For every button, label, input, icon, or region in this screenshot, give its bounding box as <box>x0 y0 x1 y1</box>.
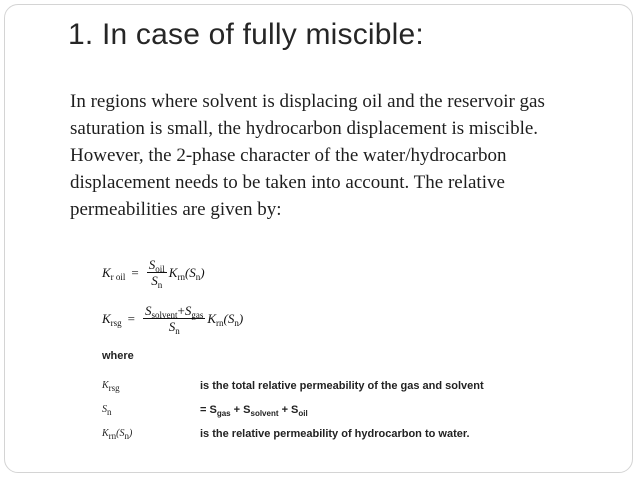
eq1-denominator: $S_n$ <box>151 273 163 290</box>
eq2-rhs: $K_{rn}(S_n)$ <box>207 310 244 328</box>
def2-symbol: $S_n$ <box>102 404 112 417</box>
eq1-numerator: $S_{oil}$ <box>148 257 165 274</box>
def1-text: is the total relative permeability of the gas and solvent <box>200 380 484 392</box>
eq2-numerator: $S_{solvent}+S_{gas}$ <box>145 303 204 320</box>
eq2-lhs: $K_{rsg}$ <box>102 310 122 328</box>
eq1-fraction <box>147 257 167 290</box>
eq1-lhs: $K_{r oil}$ <box>102 264 126 282</box>
slide-title: 1. In case of fully miscible: <box>68 18 424 51</box>
body-paragraph: In regions where solvent is displacing oil and the reservoir gas saturation is small, the hydrocarbon displacement is miscible. However, the 2-phase character of the water/hydrocarbon displacement needs to be taken into account. The relative permeabilities are given by: <box>70 91 545 220</box>
def1-symbol: $K_{rsg}$ <box>102 380 120 393</box>
def3-symbol: $K_{rn}(S_n)$ <box>102 428 133 441</box>
eq1-equals: = <box>131 264 139 280</box>
eq2-denominator: $S_n$ <box>168 319 180 336</box>
equation-krsg <box>102 303 244 336</box>
def3-text: is the relative permeability of hydrocarbon to water. <box>200 428 470 440</box>
eq2-fraction <box>143 303 205 336</box>
def2-text: = $S_{gas} + S_{solvent} + S_{oil}$ <box>200 404 308 418</box>
eq2-equals: = <box>127 310 136 326</box>
equation-kr-oil <box>102 257 205 290</box>
eq1-rhs: $K_{rn}(S_n)$ <box>168 264 205 282</box>
where-label: where <box>102 350 134 362</box>
formula-image <box>102 252 572 452</box>
